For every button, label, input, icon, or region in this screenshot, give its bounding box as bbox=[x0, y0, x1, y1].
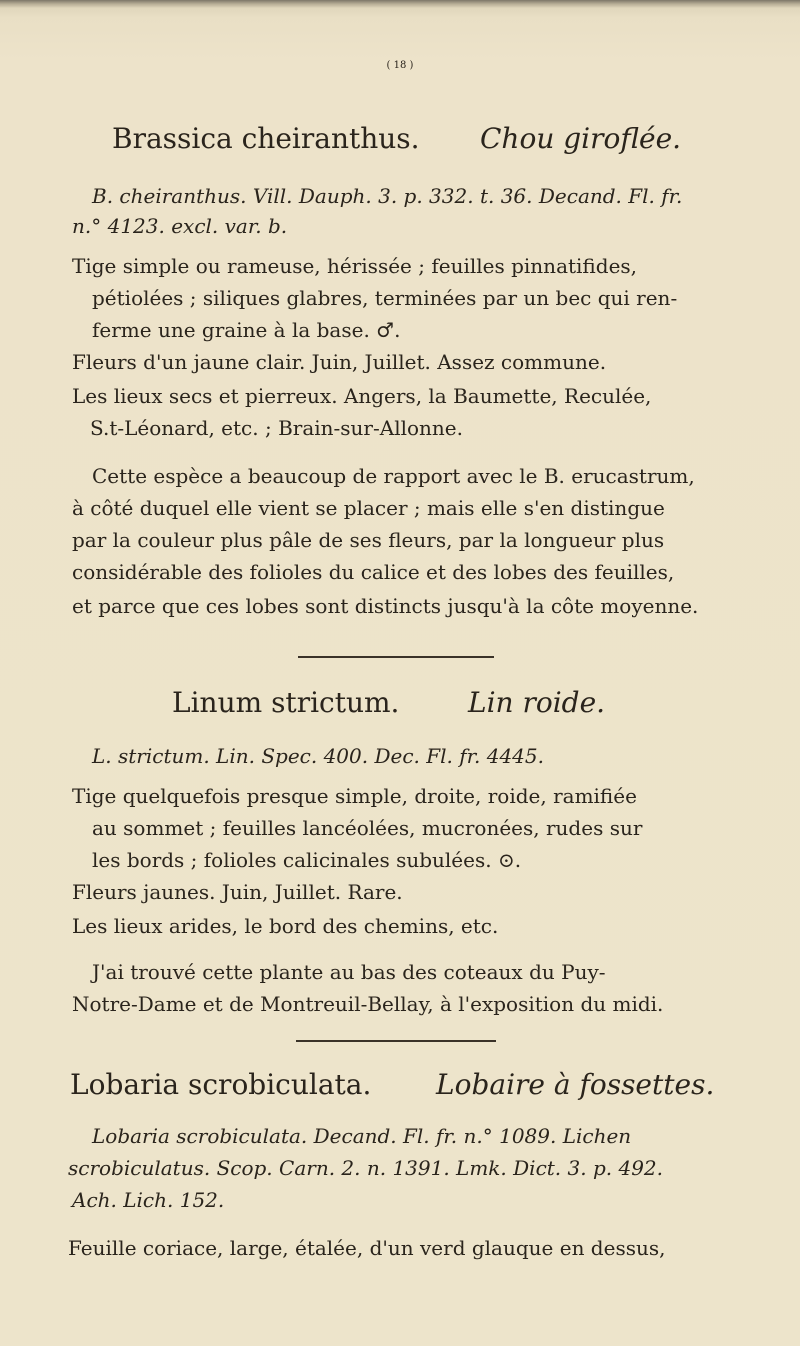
entry-latin-name: Brassica cheiranthus. bbox=[112, 122, 420, 155]
section-divider bbox=[296, 1040, 496, 1042]
entry-reference: n.° 4123. excl. var. b. bbox=[72, 214, 288, 238]
page-top-edge bbox=[0, 0, 800, 8]
entry-description: Tige simple ou rameuse, hérissée ; feuilles pinnatifides, bbox=[72, 254, 638, 278]
entry-flowering: Fleurs d'un jaune clair. Juin, Juillet. Assez commune. bbox=[72, 350, 607, 374]
entry-habitat: Les lieux secs et pierreux. Angers, la Baumette, Reculée, bbox=[72, 384, 652, 408]
entry-description: pétiolées ; siliques glabres, terminées par un bec qui ren- bbox=[92, 286, 678, 310]
entry-description: ferme une graine à la base. ♂. bbox=[92, 318, 401, 342]
entry-reference: Lobaria scrobiculata. Decand. Fl. fr. n.° 1089. Lichen bbox=[92, 1124, 632, 1148]
entry-habitat: S.t-Léonard, etc. ; Brain-sur-Allonne. bbox=[90, 416, 463, 440]
entry-note: Notre-Dame et de Montreuil-Bellay, à l'exposition du midi. bbox=[72, 992, 664, 1016]
entry-note: J'ai trouvé cette plante au bas des coteaux du Puy- bbox=[92, 960, 606, 984]
entry-reference: B. cheiranthus. Vill. Dauph. 3. p. 332. t. 36. Decand. Fl. fr. bbox=[92, 184, 683, 208]
entry-reference: scrobiculatus. Scop. Carn. 2. n. 1391. Lmk. Dict. 3. p. 492. bbox=[68, 1156, 664, 1180]
entry-latin-name: Linum strictum. bbox=[172, 686, 400, 719]
entry-description: Tige quelquefois presque simple, droite, roide, ramifiée bbox=[72, 784, 637, 808]
entry-flowering: Fleurs jaunes. Juin, Juillet. Rare. bbox=[72, 880, 403, 904]
entry-note: et parce que ces lobes sont distincts jusqu'à la côte moyenne. bbox=[72, 594, 699, 618]
entry-reference: L. strictum. Lin. Spec. 400. Dec. Fl. fr. 4445. bbox=[92, 744, 544, 768]
entry-french-name: Lin roide. bbox=[468, 686, 606, 719]
entry-habitat: Les lieux arides, le bord des chemins, etc. bbox=[72, 914, 499, 938]
entry-description: Feuille coriace, large, étalée, d'un verd glauque en dessus, bbox=[68, 1236, 666, 1260]
entry-description: au sommet ; feuilles lancéolées, mucronées, rudes sur bbox=[92, 816, 643, 840]
entry-french-name: Chou giroflée. bbox=[480, 122, 682, 155]
entry-french-name: Lobaire à fossettes. bbox=[436, 1068, 715, 1101]
entry-latin-name: Lobaria scrobiculata. bbox=[70, 1068, 372, 1101]
entry-note: par la couleur plus pâle de ses fleurs, par la longueur plus bbox=[72, 528, 665, 552]
page-number: ( 18 ) bbox=[386, 60, 414, 71]
entry-note: Cette espèce a beaucoup de rapport avec le B. erucastrum, bbox=[92, 464, 695, 488]
entry-note: à côté duquel elle vient se placer ; mais elle s'en distingue bbox=[72, 496, 665, 520]
entry-reference: Ach. Lich. 152. bbox=[72, 1188, 225, 1212]
entry-note: considérable des folioles du calice et des lobes des feuilles, bbox=[72, 560, 675, 584]
section-divider bbox=[298, 656, 494, 658]
entry-description: les bords ; folioles calicinales subulées. ⊙. bbox=[92, 848, 522, 872]
